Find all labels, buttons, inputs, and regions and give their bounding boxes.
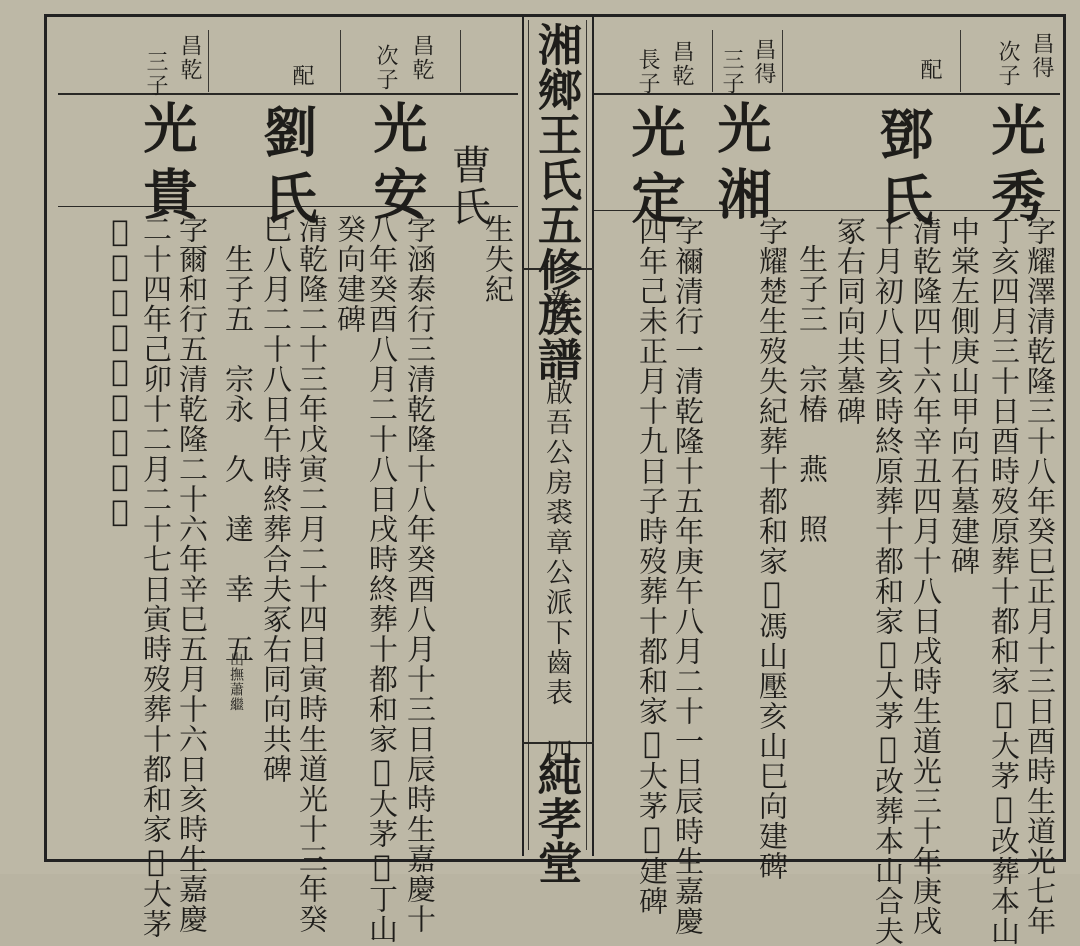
spine-inner-rule-2: [586, 20, 587, 850]
record-line: 四年己未正月十九日子時歿葬十都和家𡋀大茅𡋀建碑: [635, 216, 669, 916]
record-line: 二十四年己卯十二月二十七日寅時歿葬十都和家𡋀大茅: [139, 214, 173, 939]
record-line: 癸向建碑: [333, 214, 367, 334]
record-line: 字禰清行一清乾隆十五年庚午八月二十一日辰時生嘉慶: [671, 216, 705, 936]
right-rank-label: 三子: [719, 48, 744, 96]
record-line: 字耀楚生歿失紀葬十都和家𡋀馮山壓亥山巳向建碑: [755, 216, 789, 881]
right-spouse-mark: 配: [917, 58, 942, 82]
spine-inner-rule: [528, 20, 529, 850]
book-title: 湘鄉王氏五修族譜: [530, 22, 581, 382]
record-line: 清乾隆四十六年辛丑四月十八日戌時生道光三十年庚戌: [909, 216, 943, 936]
left-father-label: 昌乾: [409, 34, 434, 82]
record-line: 中棠左側庚山甲向石墓建碑: [947, 216, 981, 576]
record-line: 字爾和行五清乾隆二十六年辛巳五月十六日亥時生嘉慶: [175, 214, 209, 934]
right-col-sep: [712, 30, 713, 92]
spouse-name: 劉氏: [255, 104, 319, 236]
right-col-sep: [960, 30, 961, 92]
left-col-sep: [460, 30, 461, 92]
spine-left-rule: [522, 14, 524, 856]
left-col-sep: [340, 30, 341, 92]
children-line: 生子三 宗椿 燕 照: [795, 244, 829, 544]
right-father-label: 昌乾: [669, 40, 694, 88]
right-rank-label: 長子: [635, 48, 660, 96]
right-rank-label: 次子: [995, 40, 1020, 88]
person-name: 光湘: [709, 100, 773, 232]
record-line: 丁亥四月三十日酉時歿原葬十都和家𡋀大茅𡋀改葬本山: [987, 216, 1021, 946]
left-header-rule: [58, 93, 518, 95]
left-spouse-mark: 配: [289, 64, 314, 88]
right-father-label: 昌得: [751, 38, 776, 86]
right-header-rule: [594, 93, 1060, 95]
left-rank-label: 三子: [143, 50, 168, 98]
record-line: 巳八月二十八日午時終葬合夫冢右同向共碑: [259, 214, 293, 784]
hall-name: 純孝堂: [530, 752, 581, 884]
record-line: 清乾隆二十三年戊寅二月二十四日寅時生道光十三年癸: [295, 214, 329, 934]
right-father-label: 昌得: [1029, 32, 1054, 80]
left-rank-label: 次子: [373, 44, 398, 92]
person-name: 光貴: [135, 100, 199, 232]
spouse-name: 曹氏: [445, 144, 491, 228]
person-name: 光秀: [983, 102, 1047, 234]
record-line: 𡋀中棠坤山艮向建碑: [103, 214, 137, 529]
record-line: 八年癸酉八月二十八日戌時終葬十都和家𡋀大茅𡋀丁山: [365, 214, 399, 944]
right-col-sep: [782, 30, 783, 92]
record-line: 字涵泰行三清乾隆十八年癸酉八月十三日辰時生嘉慶十: [403, 214, 437, 934]
record-line: 生失紀: [481, 214, 515, 304]
volume-subtitle: 卷三 啟吾公房裘章公派下齒表 四: [541, 288, 572, 768]
record-line: 字耀澤清乾隆三十八年癸巳正月十三日酉時生道光七年: [1023, 216, 1057, 936]
record-line: 十月初八日亥時終原葬十都和家𡋀大茅𡋀改葬本山合夫: [871, 216, 905, 946]
left-col-sep: [208, 30, 209, 92]
children-line: 生子五 宗永 久 達 幸 五: [221, 244, 255, 664]
person-name: 光安: [365, 100, 429, 232]
left-father-label: 昌乾: [177, 34, 202, 82]
record-line: 冢右同向共墓碑: [833, 216, 867, 426]
spouse-name: 鄧氏: [871, 106, 935, 238]
spine-right-rule: [592, 14, 594, 856]
adoption-note: 出撫蕭繼: [228, 652, 244, 712]
person-name: 光定: [623, 104, 687, 236]
